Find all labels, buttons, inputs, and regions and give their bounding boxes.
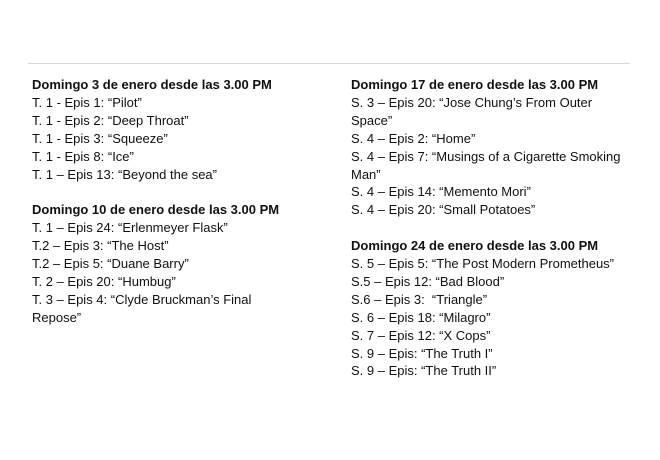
schedule-column-left bbox=[32, 76, 332, 345]
episode-item: T. 1 - Epis 3: “Squeeze” bbox=[32, 130, 168, 146]
episode-item: S. 5 – Epis 5: “The Post Modern Prometheus” bbox=[351, 256, 615, 272]
schedule-block bbox=[351, 237, 631, 380]
episode-item: S. 4 – Epis 2: “Home” bbox=[351, 130, 476, 146]
episode-item: S. 6 – Epis 18: “Milagro” bbox=[351, 309, 491, 325]
episode-item: T.2 – Epis 3: “The Host” bbox=[32, 238, 169, 254]
schedule-block bbox=[351, 76, 631, 219]
episode-item: S. 3 – Epis 20: “Jose Chung’s From Outer Space” bbox=[351, 94, 593, 128]
episode-item: S. 9 – Epis: “The Truth II” bbox=[351, 363, 497, 379]
episode-item: S. 9 – Epis: “The Truth I” bbox=[351, 345, 493, 361]
episode-item: S. 4 – Epis 20: “Small Potatoes” bbox=[351, 202, 536, 218]
episode-item: T.2 – Epis 5: “Duane Barry” bbox=[32, 256, 189, 272]
episode-item: T. 1 - Epis 1: “Pilot” bbox=[32, 94, 142, 110]
episode-item: S. 4 – Epis 7: “Musings of a Cigarette Smoking Man” bbox=[351, 148, 621, 182]
episode-item: T. 2 – Epis 20: “Humbug” bbox=[32, 273, 176, 289]
episode-item: S.5 – Epis 12: “Bad Blood” bbox=[351, 273, 505, 289]
schedule-block bbox=[32, 76, 332, 183]
schedule-heading: Domingo 24 de enero desde las 3.00 PM bbox=[351, 238, 599, 254]
schedule-heading: Domingo 17 de enero desde las 3.00 PM bbox=[351, 77, 599, 92]
schedule-heading: Domingo 10 de enero desde las 3.00 PM bbox=[32, 202, 280, 218]
episode-item: T. 1 - Epis 8: “Ice” bbox=[32, 148, 134, 164]
episode-item: T. 1 - Epis 2: “Deep Throat” bbox=[32, 112, 189, 128]
episode-item: T. 1 – Epis 24: “Erlenmeyer Flask” bbox=[32, 220, 228, 236]
schedule-column-right bbox=[351, 76, 631, 398]
top-divider bbox=[28, 63, 630, 64]
episode-item: S. 4 – Epis 14: “Memento Mori” bbox=[351, 184, 531, 200]
schedule-heading: Domingo 3 de enero desde las 3.00 PM bbox=[32, 77, 272, 92]
episode-item: T. 1 – Epis 13: “Beyond the sea” bbox=[32, 166, 217, 182]
schedule-block bbox=[32, 201, 332, 326]
episode-item: S. 7 – Epis 12: “X Cops” bbox=[351, 327, 491, 343]
episode-item: T. 3 – Epis 4: “Clyde Bruckman’s Final Repose” bbox=[32, 291, 252, 325]
episode-item: S.6 – Epis 3: “Triangle” bbox=[351, 291, 488, 307]
